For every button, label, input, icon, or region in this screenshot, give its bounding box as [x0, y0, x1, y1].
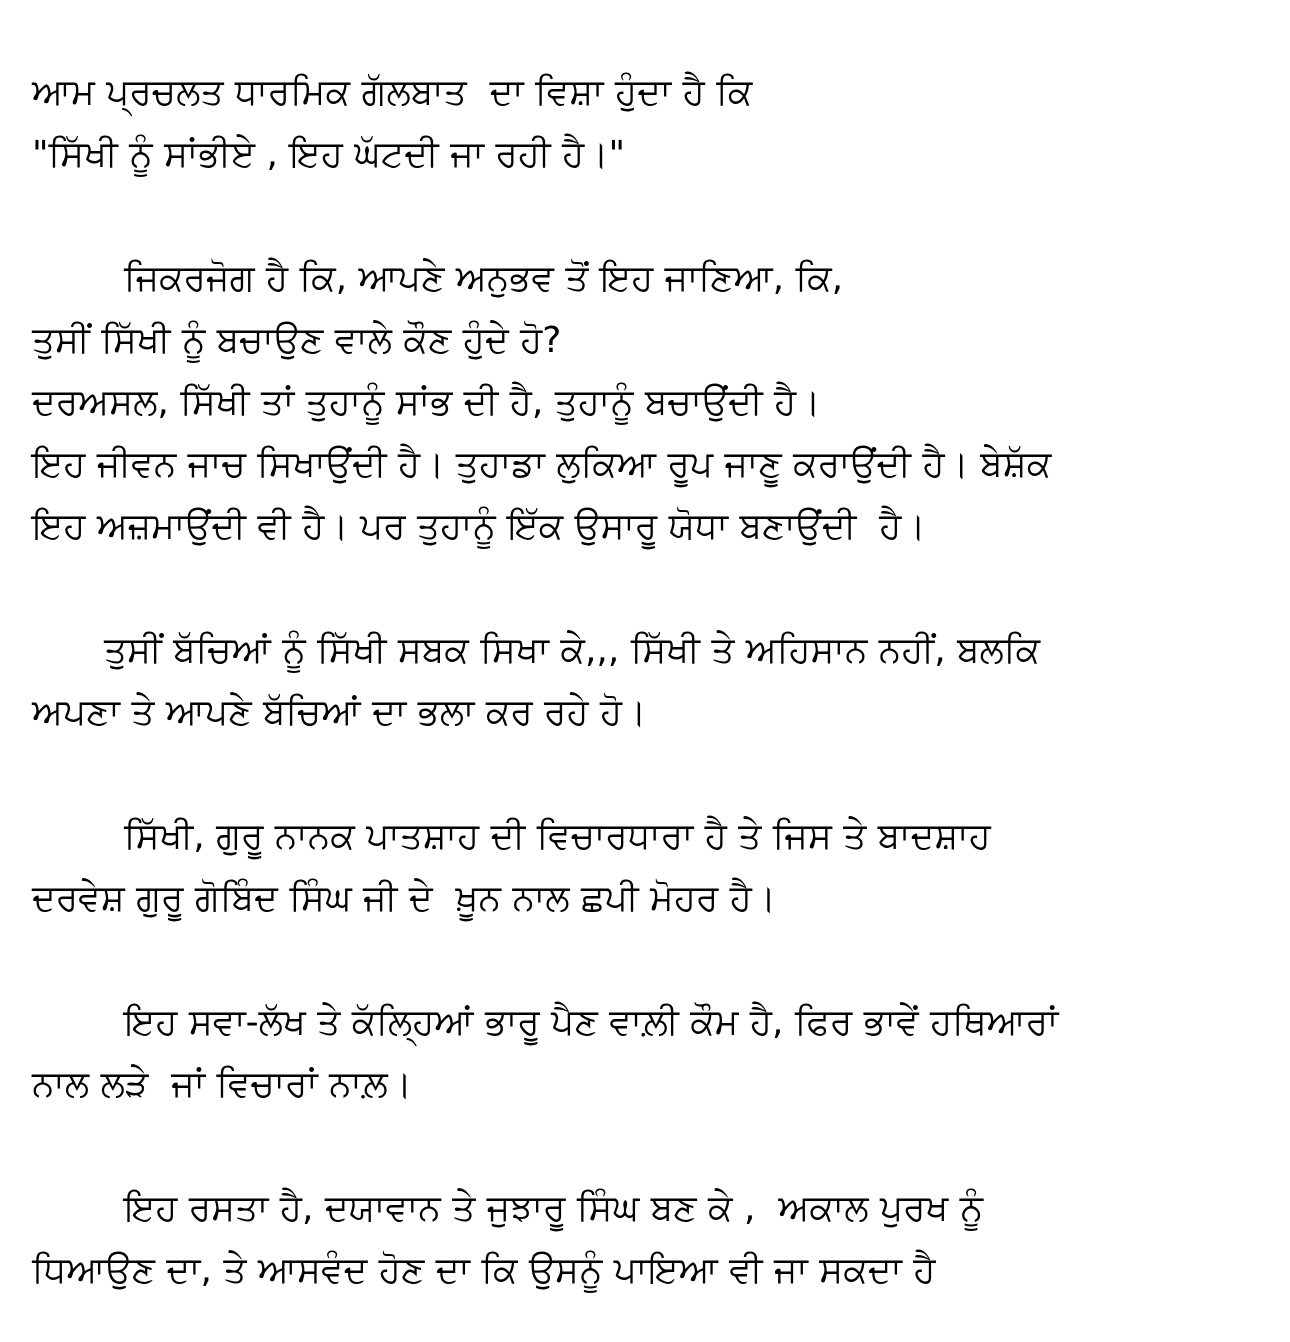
text-line: ਅਪਣਾ ਤੇ ਆਪਣੇ ਬੱਚਿਆਂ ਦਾ ਭਲਾ ਕਰ ਰਹੇ ਹੋ।: [32, 692, 647, 733]
text-line: ਇਹ ਅਜ਼ਮਾਉਂਦੀ ਵੀ ਹੈ। ਪਰ ਤੁਹਾਨੂੰ ਇੱਕ ਉਸਾਰੂ ਯੋਧਾ ਬਣਾਉਂਦੀ ਹੈ।: [32, 506, 926, 547]
text-line: ਧਿਆਉਣ ਦਾ, ਤੇ ਆਸਵੰਦ ਹੋਣ ਦਾ ਕਿ ਉਸਨੂੰ ਪਾਇਆ ਵੀ ਜਾ ਸਕਦਾ ਹੈ: [32, 1250, 936, 1291]
text-line: ਦਰਵੇਸ਼ ਗੁਰੂ ਗੋਬਿੰਦ ਸਿੰਘ ਜੀ ਦੇ ਖ਼ੂਨ ਨਾਲ ਛਪੀ ਮੋਹਰ ਹੈ।: [32, 878, 777, 919]
text-line: ਸਿੱਖੀ, ਗੁਰੂ ਨਾਨਕ ਪਾਤਸ਼ਾਹ ਦੀ ਵਿਚਾਰਧਾਰਾ ਹੈ ਤੇ ਜਿਸ ਤੇ ਬਾਦਸ਼ਾਹ: [124, 816, 991, 857]
paragraph-6: [32, 1178, 1272, 1302]
paragraph-spacer: [32, 558, 1272, 620]
text-line: ਇਹ ਰਸਤਾ ਹੈ, ਦਯਾਵਾਨ ਤੇ ਜੁਝਾਰੂ ਸਿੰਘ ਬਣ ਕੇ , ਅਕਾਲ ਪੁਰਖ ਨੂੰ: [124, 1188, 984, 1229]
text-line: "ਸਿੱਖੀ ਨੂੰ ਸਾਂਭੀਏ , ਇਹ ਘੱਟਦੀ ਜਾ ਰਹੀ ਹੈ।": [32, 134, 626, 175]
paragraph-4: [32, 806, 1272, 930]
text-line: ਤੁਸੀਂ ਬੱਚਿਆਂ ਨੂੰ ਸਿੱਖੀ ਸਬਕ ਸਿਖਾ ਕੇ,,, ਸਿੱਖੀ ਤੇ ਅਹਿਸਾਨ ਨਹੀਂ, ਬਲਕਿ: [104, 630, 1041, 671]
text-line: ਨਾਲ ਲੜੇ ਜਾਂ ਵਿਚਾਰਾਂ ਨਾਲ਼।: [32, 1064, 413, 1105]
paragraph-3: [32, 620, 1272, 744]
text-line: ਤੁਸੀਂ ਸਿੱਖੀ ਨੂੰ ਬਚਾਉਣ ਵਾਲੇ ਕੌਣ ਹੁੰਦੇ ਹੋ?: [32, 320, 562, 361]
paragraph-spacer: [32, 186, 1272, 248]
paragraph-spacer: [32, 1116, 1272, 1178]
text-line: ਇਹ ਸਵਾ-ਲੱਖ ਤੇ ਕੱਲ੍ਹਿਆਂ ਭਾਰੂ ਪੈਣ ਵਾਲ਼ੀ ਕੌਮ ਹੈ, ਫਿਰ ਭਾਵੇਂ ਹਥਿਆਰਾਂ: [124, 1002, 1059, 1043]
text-line: ਜਿਕਰਜੋਗ ਹੈ ਕਿ, ਆਪਣੇ ਅਨੁਭਵ ਤੋਂ ਇਹ ਜਾਣਿਆ, ਕਿ,: [124, 258, 844, 299]
text-line: ਆਮ ਪ੍ਰਚਲਤ ਧਾਰਮਿਕ ਗੱਲਬਾਤ ਦਾ ਵਿਸ਼ਾ ਹੁੰਦਾ ਹੈ ਕਿ: [32, 72, 753, 113]
paragraph-spacer: [32, 744, 1272, 806]
paragraph-5: [32, 992, 1272, 1116]
text-line: ਦਰਅਸਲ, ਸਿੱਖੀ ਤਾਂ ਤੁਹਾਨੂੰ ਸਾਂਭ ਦੀ ਹੈ, ਤੁਹਾਨੂੰ ਬਚਾਉਂਦੀ ਹੈ।: [32, 382, 821, 423]
paragraph-spacer: [32, 930, 1272, 992]
paragraph-2: [32, 248, 1272, 558]
document-body: [32, 62, 1272, 1302]
paragraph-1: [32, 62, 1272, 186]
text-line: ਇਹ ਜੀਵਨ ਜਾਚ ਸਿਖਾਉਂਦੀ ਹੈ। ਤੁਹਾਡਾ ਲੁਕਿਆ ਰੂਪ ਜਾਣੂ ਕਰਾਉਂਦੀ ਹੈ। ਬੇਸ਼ੱਕ: [32, 444, 1052, 485]
